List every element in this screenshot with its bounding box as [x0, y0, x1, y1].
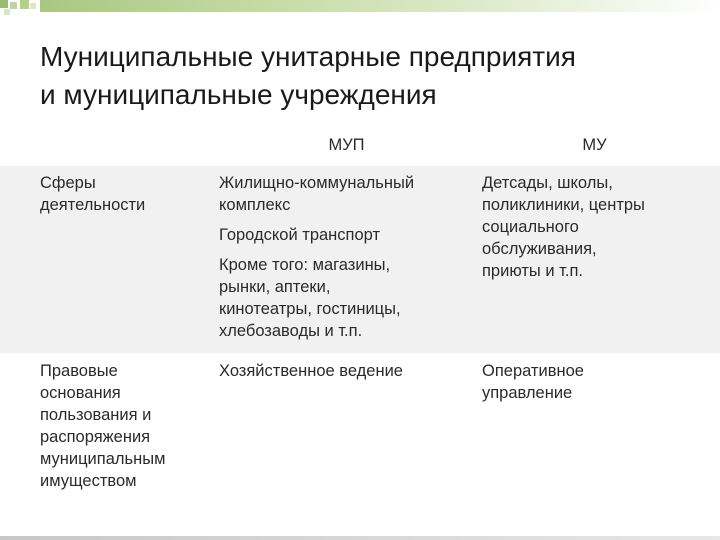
text-line: Кроме того: магазины,: [219, 256, 391, 274]
cell-paragraph: [219, 360, 474, 382]
text-line: Оперативное: [482, 362, 584, 380]
row-label: [40, 360, 210, 492]
table-row: [0, 166, 720, 353]
table-header-row: [0, 126, 720, 166]
top-decoration: [0, 0, 720, 16]
text-line: хлебозаводы и т.п.: [219, 322, 363, 340]
table-row: [0, 355, 720, 505]
header-cell-mup: МУП: [328, 136, 365, 154]
decor-bar: [40, 0, 720, 12]
decor-square: [0, 0, 8, 8]
text-line: деятельности: [40, 196, 146, 214]
mup-cell: [219, 360, 474, 382]
mup-cell: [219, 172, 474, 342]
text-line: Детсады, школы,: [482, 174, 613, 192]
text-line: Хозяйственное ведение: [219, 362, 403, 380]
text-line: муниципальным: [40, 450, 166, 468]
mu-cell: [482, 172, 707, 282]
mu-cell: [482, 360, 707, 404]
text-line: обслуживания,: [482, 240, 597, 258]
text-line: кинотеатры, гостиницы,: [219, 300, 401, 318]
decor-square: [4, 9, 10, 15]
text-line: комплекс: [219, 196, 291, 214]
title-line: Муниципальные унитарные предприятия: [40, 41, 576, 72]
row-label: [40, 172, 210, 216]
cell-paragraph: [219, 224, 474, 246]
decor-square: [10, 2, 17, 9]
text-line: управление: [482, 384, 573, 402]
text-line: рынки, аптеки,: [219, 278, 331, 296]
text-line: Жилищно-коммунальный: [219, 174, 415, 192]
text-line: распоряжения: [40, 428, 151, 446]
text-line: поликлиники, центры: [482, 196, 645, 214]
slide-title: [40, 38, 700, 114]
text-line: имуществом: [40, 472, 137, 490]
decor-square: [20, 0, 29, 9]
text-line: Городской транспорт: [219, 226, 381, 244]
text-line: Правовые: [40, 362, 118, 380]
title-line: и муниципальные учреждения: [40, 79, 437, 110]
cell-paragraph: [482, 172, 707, 282]
text-line: Сферы: [40, 174, 96, 192]
text-line: основания: [40, 384, 121, 402]
cell-paragraph: [219, 172, 474, 216]
bottom-divider: [0, 536, 720, 540]
cell-paragraph: [219, 254, 474, 342]
text-line: пользования и: [40, 406, 152, 424]
text-line: социального: [482, 218, 579, 236]
decor-square: [30, 3, 36, 9]
header-cell-mu: МУ: [582, 136, 607, 154]
text-line: приюты и т.п.: [482, 262, 583, 280]
cell-paragraph: [482, 360, 707, 404]
